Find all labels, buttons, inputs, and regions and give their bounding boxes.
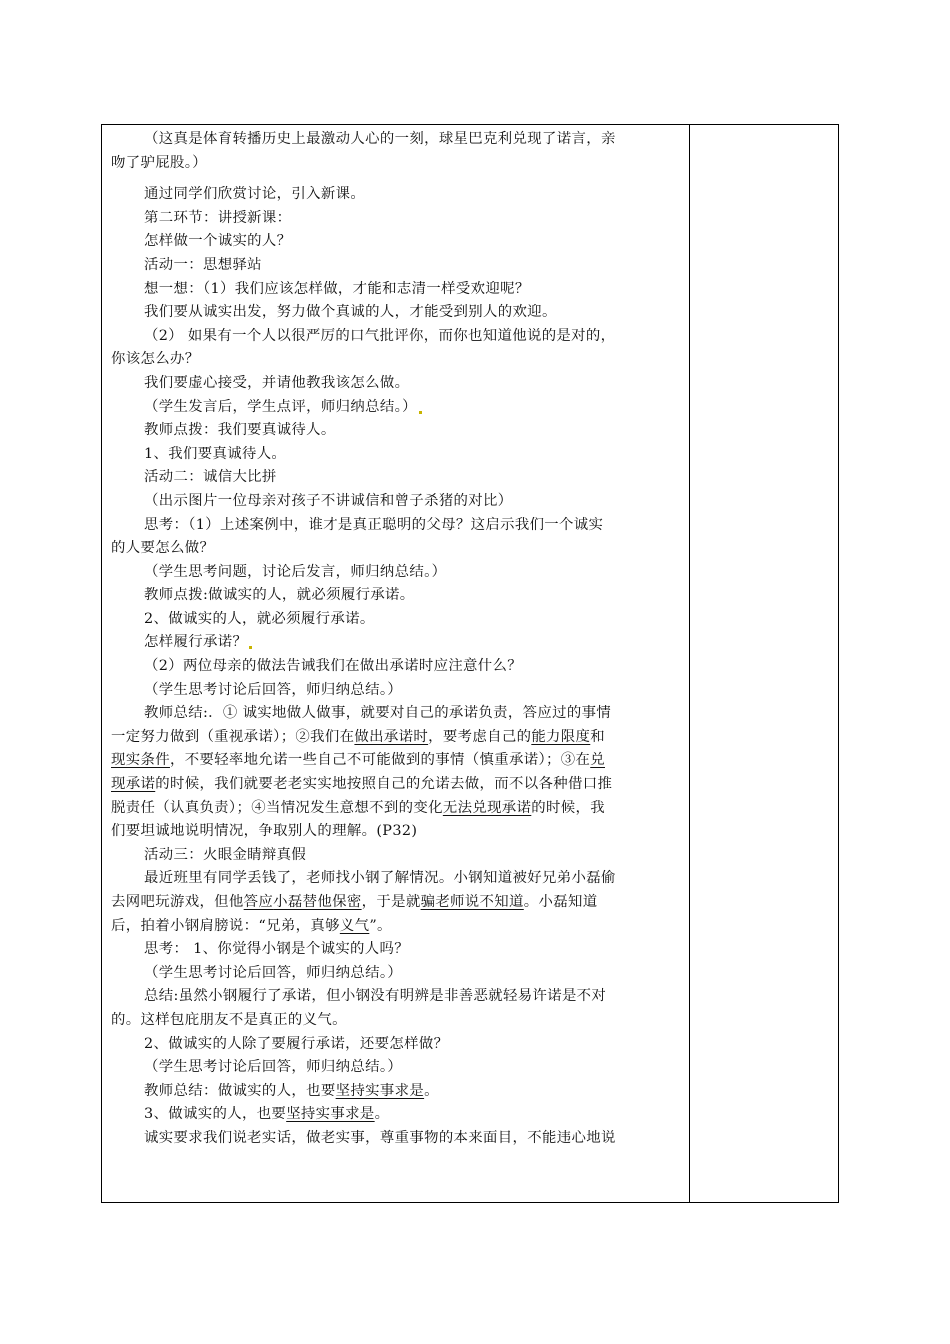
underlined-text: 无法兑现承诺 xyxy=(442,799,532,816)
stray-mark xyxy=(249,646,252,649)
underlined-text: 答应 xyxy=(243,894,274,910)
text-segment: （学生思考讨论后回答，师归纳总结。） xyxy=(144,1059,403,1076)
text-line xyxy=(111,985,683,1009)
text-segment: 的。这样包庇朋友不是真正的义气。 xyxy=(111,1011,347,1028)
text-line xyxy=(111,891,683,915)
text-line xyxy=(111,561,683,585)
text-segment: 的时候，我 xyxy=(531,799,606,816)
text-line xyxy=(111,867,683,891)
text-line xyxy=(111,1009,683,1033)
text-line xyxy=(111,1033,683,1057)
text-line xyxy=(111,230,683,254)
text-segment: （学生思考讨论后回答，师归纳总结。） xyxy=(144,964,403,981)
lesson-table xyxy=(101,124,839,1203)
text-line xyxy=(111,537,683,561)
text-segment: 我们要从诚实出发，努力做个真诚的人，才能受到别人的欢迎。 xyxy=(144,304,557,321)
text-segment: 第二环节：讲授新课： xyxy=(144,209,292,226)
text-segment: 2、做诚实的人，就必须履行承诺。 xyxy=(144,610,375,627)
text-line xyxy=(111,608,683,632)
lesson-content-cell xyxy=(102,125,690,1202)
text-line xyxy=(111,655,683,679)
text-segment: 活动三：火眼金睛辩真假 xyxy=(144,846,307,863)
text-line xyxy=(111,1056,683,1080)
text-segment: 我们要虚心接受，并请他教我该怎么做。 xyxy=(144,374,410,391)
text-segment: 最近班里有同学丢钱了，老师找小钢了解情况。小钢知道被好兄弟小磊偷 xyxy=(144,870,616,887)
text-segment: 思考： 1、你觉得小钢是个诚实的人吗？ xyxy=(144,941,410,958)
text-line xyxy=(111,207,683,231)
notes-cell xyxy=(690,125,838,1202)
text-line xyxy=(111,797,683,821)
text-segment: 总结:虽然小钢履行了承诺，但小钢没有明辨是非善恶就轻易许诺是不对 xyxy=(144,988,607,1005)
underlined-text: 兑 xyxy=(590,752,605,769)
underlined-text: 做出承诺时 xyxy=(354,728,429,745)
text-line xyxy=(111,514,683,538)
stray-mark xyxy=(419,411,422,414)
text-line xyxy=(111,372,683,396)
underlined-text: 能力限度 xyxy=(531,728,591,745)
text-segment: 去网吧玩游戏，但他 xyxy=(111,894,244,910)
text-segment: ，于是就 xyxy=(361,894,421,910)
text-segment: 活动二：诚信大比拼 xyxy=(144,469,277,486)
text-line xyxy=(111,915,683,939)
text-line xyxy=(111,702,683,726)
text-line xyxy=(111,938,683,962)
text-line xyxy=(111,466,683,490)
text-line xyxy=(111,183,683,207)
text-line xyxy=(111,152,683,176)
text-segment: （2） 如果有一个人以很严厉的口气批评你，而你也知道他说的是对的， xyxy=(144,327,616,344)
text-line xyxy=(111,301,683,325)
text-segment: ，不要轻率地允诺一些自己不可能做到的事情（慎重承诺）；③在 xyxy=(169,752,591,769)
text-line xyxy=(111,278,683,302)
text-segment: 思考：（1）上述案例中，谁才是真正聪明的父母？这启示我们一个诚实 xyxy=(144,516,604,533)
text-line xyxy=(111,962,683,986)
text-segment: 1、我们要真诚待人。 xyxy=(144,445,287,462)
text-line xyxy=(111,396,683,420)
text-segment: 想一想：（1）我们应该怎样做，才能和志清一样受欢迎呢？ xyxy=(144,280,530,297)
text-segment: 一定努力做到（重视承诺）；②我们在 xyxy=(111,728,355,745)
text-segment: 后，拍着小钢肩膀说：“兄弟，真够 xyxy=(111,917,340,934)
text-segment: 教师总结:．① 诚实地做人做事，就要对自己的承诺负责，答应过的事情 xyxy=(144,705,612,722)
text-line xyxy=(111,419,683,443)
underlined-text: 骗老师说不知道 xyxy=(420,894,524,910)
underlined-text: 义气 xyxy=(339,917,370,934)
text-segment: 和 xyxy=(590,728,606,745)
text-segment: （这真是体育转播历史上最激动人心的一刻，球星巴克利兑现了诺言，亲 xyxy=(144,131,616,147)
text-segment: ”。 xyxy=(369,917,392,934)
text-segment: 。 xyxy=(374,1106,390,1123)
text-segment: （学生发言后，学生点评，师归纳总结。） xyxy=(144,398,417,415)
text-segment: 脱责任（认真负责）；④当情况发生意想不到的变化 xyxy=(111,799,443,816)
text-segment: （学生思考问题，讨论后发言，师归纳总结。） xyxy=(144,563,447,580)
text-line xyxy=(111,584,683,608)
text-segment: 们要坦诚地说明情况，争取别人的理解。(P32) xyxy=(111,823,418,840)
text-line xyxy=(111,820,683,844)
text-segment: 的人要怎么做？ xyxy=(111,540,215,557)
text-line xyxy=(111,773,683,797)
text-line xyxy=(111,679,683,703)
text-segment: （出示图片一位母亲对孩子不讲诚信和曾子杀猪的对比） xyxy=(144,492,513,509)
text-line xyxy=(111,490,683,514)
text-segment: 诚实要求我们说老实话，做老实事，尊重事物的本来面目，不能违心地说 xyxy=(144,1129,616,1146)
text-line xyxy=(111,1080,683,1104)
text-segment: 3、做诚实的人，也要 xyxy=(144,1106,287,1123)
text-segment: （学生思考讨论后回答，师归纳总结。） xyxy=(144,681,403,698)
text-segment: ，要考虑自己的 xyxy=(428,728,532,745)
text-line xyxy=(111,254,683,278)
text-segment: 通过同学们欣赏讨论，引入新课。 xyxy=(144,186,366,203)
underlined-text: 坚持实事求是 xyxy=(286,1106,375,1123)
text-line xyxy=(111,749,683,773)
text-line xyxy=(111,1127,683,1151)
text-segment: 。 xyxy=(424,1082,439,1099)
text-segment: 教师点拨：我们要真诚待人。 xyxy=(144,422,336,439)
text-line xyxy=(111,726,683,750)
text-segment: 怎样履行承诺？ xyxy=(144,634,248,651)
text-line xyxy=(111,128,683,152)
text-line xyxy=(111,348,683,372)
text-segment: 活动一：思想驿站 xyxy=(144,256,262,273)
lesson-text xyxy=(111,128,683,1151)
text-line xyxy=(111,844,683,868)
underlined-text: 坚持实事求是 xyxy=(335,1082,425,1099)
text-segment: 2、做诚实的人除了要履行承诺，还要怎样做？ xyxy=(144,1035,449,1052)
text-segment: 教师点拨:做诚实的人，就必须履行承诺。 xyxy=(144,587,415,604)
underlined-text: 小磊替他保密 xyxy=(273,894,362,910)
text-segment: （2）两位母亲的做法告诫我们在做出承诺时应注意什么？ xyxy=(144,658,523,675)
text-line xyxy=(111,631,683,655)
underlined-text: 现承诺 xyxy=(111,776,156,793)
text-segment: 怎样做一个诚实的人？ xyxy=(144,233,292,250)
text-segment: 吻了驴屁股。） xyxy=(111,154,207,171)
text-segment: 。小磊知道 xyxy=(523,894,598,910)
text-line xyxy=(111,443,683,467)
text-segment: 教师总结：做诚实的人，也要 xyxy=(144,1082,336,1099)
text-segment: 你该怎么办？ xyxy=(111,351,200,368)
underlined-text: 现实条件 xyxy=(111,752,170,769)
text-segment: 的时候，我们就要老老实实地按照自己的允诺去做，而不以各种借口推 xyxy=(155,776,613,793)
text-line xyxy=(111,1103,683,1127)
text-line xyxy=(111,325,683,349)
